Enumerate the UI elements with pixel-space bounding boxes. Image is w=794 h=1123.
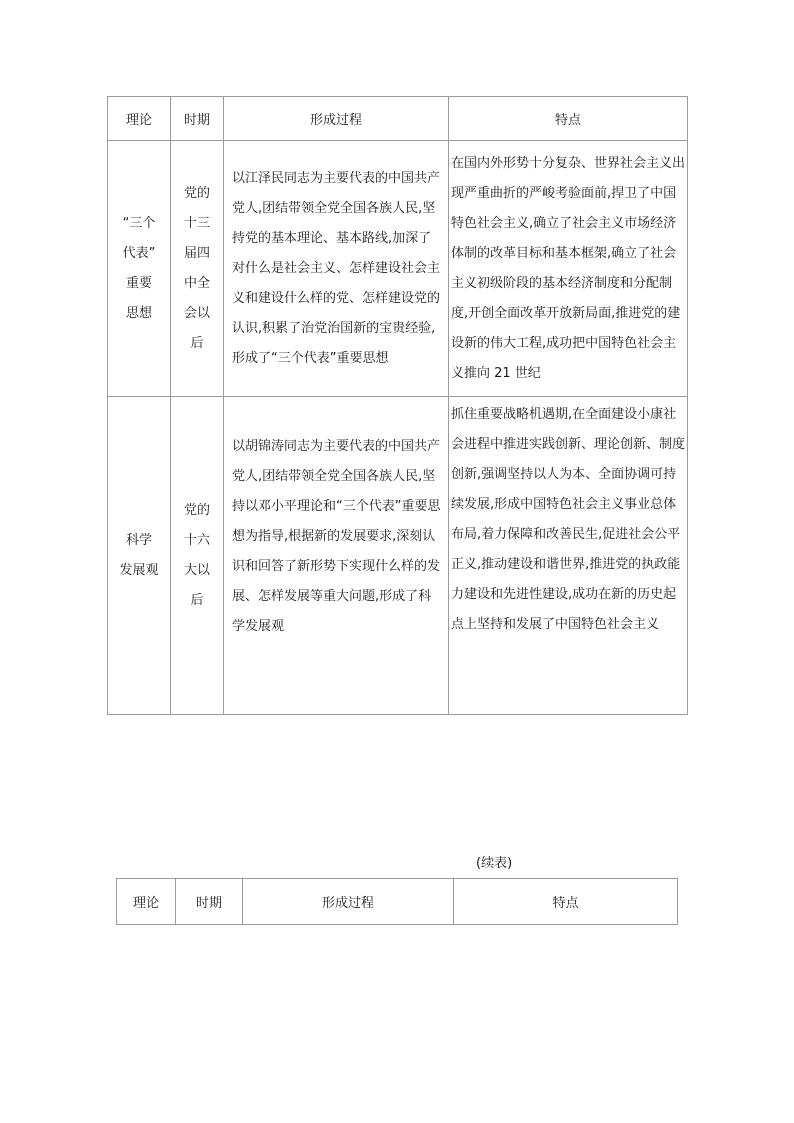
header-period: 时期 — [171, 97, 224, 141]
period-line: 后 — [190, 335, 204, 351]
table-row — [108, 397, 688, 715]
theory-line: 思想 — [125, 305, 152, 321]
period-line: 届四 — [183, 245, 210, 261]
theory-line: 科学 — [125, 532, 152, 548]
theory-cell — [108, 397, 171, 715]
theory-line: 代表” — [122, 245, 156, 261]
period-line: 后 — [190, 592, 204, 608]
period-line: 大以 — [183, 562, 210, 578]
theory-line: 发展观 — [119, 562, 159, 578]
theory-line: “三个 — [122, 215, 156, 231]
period-line: 党的 — [183, 502, 210, 518]
period-line: 十六 — [183, 532, 210, 548]
table-header-row — [108, 97, 688, 141]
theory-cell — [108, 141, 171, 397]
process-cell: 以江泽民同志为主要代表的中国共产党人,团结带领全党全国各族人民,坚持党的基本理论、基本路线,加深了对什么是社会主义、怎样建设社会主义和建设什么样的党、怎样建设党的认识,积累了治党治国新的宝贵经验,形成了“三个代表”重要思想 — [224, 141, 449, 397]
header-process: 形成过程 — [243, 879, 454, 925]
period-line: 十三 — [183, 215, 210, 231]
period-cell — [171, 141, 224, 397]
period-line: 党的 — [183, 185, 210, 201]
header-theory: 理论 — [108, 97, 171, 141]
features-cell: 在国内外形势十分复杂、世界社会主义出现严重曲折的严峻考验面前,捍卫了中国特色社会主义,确立了社会主义市场经济体制的改革目标和基本框架,确立了社会主义初级阶段的基本经济制度和分配制度,开创全面改革开放新局面,推进党的建设新的伟大工程,成功把中国特色社会主义推向 21 世纪 — [449, 141, 688, 397]
continued-label: (续表) — [476, 856, 513, 871]
period-line: 会以 — [183, 305, 210, 321]
header-features: 特点 — [449, 97, 688, 141]
header-features: 特点 — [454, 879, 678, 925]
process-cell: 以胡锦涛同志为主要代表的中国共产党人,团结带领全党全国各族人民,坚持以邓小平理论和“三个代表”重要思想为指导,根据新的发展要求,深刻认识和回答了新形势下实现什么样的发展、怎样发展等重大问题,形成了科学发展观 — [224, 397, 449, 715]
period-line: 中全 — [183, 275, 210, 291]
theory-line: 重要 — [125, 275, 152, 291]
header-period: 时期 — [176, 879, 243, 925]
table-row — [108, 141, 688, 397]
header-process: 形成过程 — [224, 97, 449, 141]
features-cell: 抓住重要战略机遇期,在全面建设小康社会进程中推进实践创新、理论创新、制度创新,强调坚持以人为本、全面协调可持续发展,形成中国特色社会主义事业总体布局,着力保障和改善民生,促进社会公平正义,推动建设和谐世界,推进党的执政能力建设和先进性建设,成功在新的历史起点上坚持和发展了中国特色社会主义 — [449, 397, 688, 715]
table-header-row — [117, 879, 678, 925]
period-cell — [171, 397, 224, 715]
continued-table — [116, 878, 678, 925]
theory-table — [107, 96, 688, 715]
header-theory: 理论 — [117, 879, 176, 925]
